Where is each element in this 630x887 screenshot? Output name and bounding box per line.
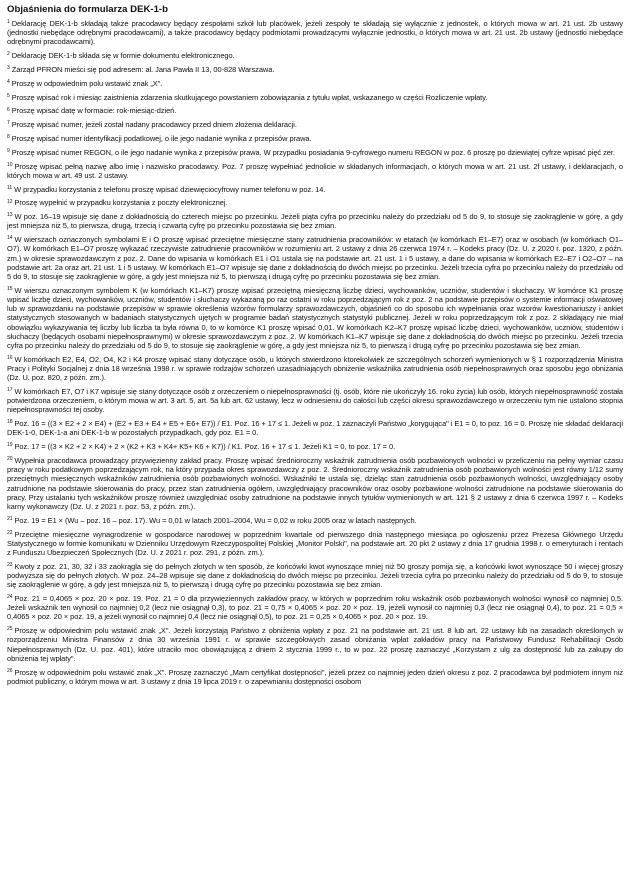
footnote-number: 13 (7, 212, 13, 219)
footnote-number: 10 (7, 161, 13, 168)
footnote-number: 22 (7, 529, 13, 536)
footnote-text: W przypadku korzystania z telefonu proszę wpisać dziewięciocyfrowy numer telefonu w poz. 14. (14, 184, 326, 194)
footnote-text: Proszę w odpowiednim polu wstawić znak „X". (11, 78, 163, 88)
footnote-19 (7, 442, 623, 451)
footnote-15 (7, 286, 623, 350)
footnote-number: 9 (7, 147, 10, 154)
footnote-text: W poz. 16–19 wpisuje się dane z dokładnością do czterech miejsc po przecinku. Jeżeli piąta cyfra po przecinku należy do przedziału od 5 do 9, to stosuje się zaokrąglenie w górę, a gdy jest mniejsza niż 5, to pierwsza, drugą, trzecią i czwartą cyfrę po przecinku pozostawia się bez zmian. (7, 212, 623, 231)
footnote-text: Proszę wpisać numer, jeżeli został nadany pracodawcy przed dniem złożenia deklaracji. (11, 120, 297, 130)
footnote-text: W komórkach E7, O7 i K7 wpisuje się stany dotyczące osób z orzeczeniem o niepełnosprawności (tj. osób, które nie ukończyły 16. roku życia) lub osób, których niepełnosprawność została potwierdzona orzeczeniem, o którym mowa w art. 3 art. 5, art. 5a lub art. 62 ustawy, lecz w odniesieniu do całości lub części okresu sprawozdawczego w orzeczeniu tym nie ustalono stopnia niepełnosprawności tej osoby. (7, 387, 623, 415)
footnote-7 (7, 120, 623, 129)
footnote-6 (7, 106, 623, 115)
footnote-21 (7, 516, 623, 525)
footnote-number: 26 (7, 667, 13, 674)
footnote-text: Poz. 17 = ((3 × K2 + 2 × K4) + 2 × (K2 + K3 + K4+ K5+ K6 + K7)) / K1. Poz. 16 + 17 ≤ 1. Jeżeli K1 = 0, to poz. 17 = 0. (14, 442, 396, 452)
footnote-3 (7, 65, 623, 74)
page-title: Objaśnienia do formularza DEK-1-b (7, 4, 168, 15)
footnote-number: 8 (7, 134, 10, 141)
footnote-number: 3 (7, 65, 10, 72)
footnote-4 (7, 79, 623, 88)
footnote-number: 19 (7, 442, 13, 449)
footnote-number: 16 (7, 355, 13, 361)
footnote-22 (7, 530, 623, 558)
footnote-24 (7, 594, 623, 622)
footnote-25 (7, 626, 623, 663)
footnote-text: Zarząd PFRON mieści się pod adresem: al. Jana Pawła II 13, 00-828 Warszawa. (11, 65, 275, 74)
footnote-text: W wierszach oznaczonych symbolami E i O proszę wpisać przeciętne miesięczne stany zatrudnienia pracowników: w etatach (w komórkach E1–E7) oraz w osobach (w komórkach O1–O7). W komórkach E1–O7 proszę wykazać rzeczywiste zatrudnienie pracowników w rozumieniu art. 2 ustawy z dnia 26 czerwca 1974 r. – Kodeks pracy (Dz. U. z 2020 r. poz. 1320, z późn. zm.) w okresie sprawozdawczym z poz. 2. Dane do wpisania w komórkach E1 i O1 ustala się na podstawie art. 21 ust. 1 i 5 ustawy, a dane do wpisania w komórkach E2–E7 i O2–O7 – na podstawie art. 2a oraz art. 21 ust. 1 i 5 ustawy. W komórkach E1–O7 wpisuje się dane z dokładnością do dwóch miejsc po przecinku. Jeżeli trzecia cyfra po przecinku należy do przedziału od 5 do 9, to stosuje się zaokrąglenie w górę, a gdy jest mniejsza niż 5, to pierwszą i drugą cyfrę po przecinku pozostawia się bez zmian. (7, 235, 623, 281)
footnote-2 (7, 51, 623, 60)
footnote-text: Proszę wpisać numer REGON, o ile jego nadanie wynika z przepisów prawa. W przypadku posiadania 9-cyfrowego numeru REGON w poz. 6 proszę po dziewiątej cyfrze wpisać pięć zer. (11, 147, 615, 157)
footnote-number: 7 (7, 120, 10, 127)
footnote-12 (7, 198, 623, 207)
footnote-number: 24 (7, 594, 13, 601)
footnote-text: Deklarację DEK-1-b składa się w formie dokumentu elektronicznego. (11, 51, 235, 61)
footnote-20 (7, 456, 623, 511)
footnote-text: Wypełnia pracodawca prowadzący przywięzienny zakład pracy. Proszę wpisać średnioroczny wskaźnik zatrudnienia osób pozbawionych wolności w przeliczeniu na pełny wymiar czasu pracy w roku podatkowym poprzedzającym rok, na który przypada okres sprawozdawczy z poz. 2. Średnioroczny wskaźnik zatrudnienia osób pozbawionych wolności jest równy 1/12 sumy przeciętnych miesięcznych wskaźników zatrudnienia osób pozbawionych wolności. Wskaźniki te ustala się, dzieląc stan zatrudnienia osób pozbawionych wolności, uwzględniający osoby zatrudnione na podstawie skierowania do pracy, przez stan zatrudnienia ogółem, uwzględniający pracowników oraz osoby pozbawione wolności zatrudnione na podstawie skierowania do pracy. Przy ustalaniu tych wskaźników proszę również uwzględniać osoby zatrudnione na podstawie innych tytułów wymienionych w art. 121 § 2 ustawy z dnia 6 czerwca 1997 r. – Kodeks karny wykonawczy (Dz. U. z 2021 r. poz. 53, z późn. zm.). (7, 456, 623, 512)
footnote-text: Proszę wpisać datę w formacie: rok-miesiąc-dzień. (11, 106, 177, 116)
footnote-text: Proszę wypełnić w przypadku korzystania z poczty elektronicznej. (14, 198, 228, 208)
footnote-number: 5 (7, 92, 10, 99)
footnote-1 (7, 19, 623, 47)
footnote-text: Kwoty z poz. 21, 30, 32 i 33 zaokrągla się do pełnych złotych w ten sposób, że końcówki kwot wynoszące mniej niż 50 groszy pomija się, a końcówki kwot wynoszące 50 i więcej groszy podwyższa się do pełnych złotych. W poz. 24–28 wpisuje się dane z dokładnością do dwóch miejsc po przecinku. Jeżeli trzecia cyfra po przecinku należy do przedziału od 5 do 9, to stosuje się zaokrąglenie w górę, a gdy jest mniejsza niż 5, to pierwszą i drugą cyfrę po przecinku pozostawia się bez zmian. (7, 561, 623, 590)
footnote-number: 11 (7, 184, 13, 191)
footnote-text: W komórkach E2, E4, O2, O4, K2 i K4 proszę wpisać stany dotyczące osób, u których stwierdzono ktorekolwiek ze szczególnych schorzeń wymienionych w § 1 rozporządzenia Ministra Pracy i Polityki Socjalnej z dnia 18 września 1998 r. w sprawie rodzajów schorzeń uzasadniających obniżenie wskaźnika zatrudnienia osób niepełnosprawnych oraz sposobu jego obniżania (Dz. U. poz. 820, z późn. zm.). (7, 354, 623, 383)
footnote-text: Poz. 16 = ((3 × E2 + 2 × E4) + (E2 + E3 + E4 + E5 + E6+ E7)) / E1. Poz. 16 + 17 ≤ 1. Jeżeli w poz. 1 zaznaczyli Państwo „korygująca" i E1 = 0, to poz. 16 = 0. Proszę nie składać deklaracji DEK-1-0, DEK-1-a ani DEK-1-b w pozostałych przypadkach, gdy poz. E1 = 0. (7, 419, 623, 438)
footnote-number: 17 (7, 387, 13, 394)
footnote-number: 15 (7, 285, 13, 292)
footnote-text: Proszę wpisać pełną nazwę albo imię i nazwisko pracodawcy. Poz. 7 proszę wypełniać jednolicie w składanych informacjach, o których mowa w art. 21 ust. 2f ustawy, i deklaracjach, o których mowa w art. 49 ust. 2 ustawy. (7, 161, 623, 180)
footnote-text: Przeciętne miesięczne wynagrodzenie w gospodarce narodowej w poprzednim kwartale od pierwszego dnia następnego miesiąca po ogłoszeniu przez Prezesa Głównego Urzędu Statystycznego w formie komunikatu w Dzienniku Urzędowym Rzeczypospolitej Polskiej „Monitor Polski", na podstawie art. 20 pkt 2 ustawy z dnia 17 grudnia 1998 r. o emeryturach i rentach z Funduszu Ubezpieczeń Społecznych (Dz. U. z 2021 r. poz. 291, z późn. zm.). (7, 529, 623, 558)
footnote-number: 1 (7, 19, 10, 26)
footnote-13 (7, 212, 623, 230)
footnote-number: 20 (7, 456, 13, 463)
footnote-text: Poz. 19 = E1 × (Wu – poz. 16 – poz. 17). Wu = 0,01 w latach 2001–2004, Wu = 0,02 w roku 2005 oraz w latach następnych. (14, 515, 417, 525)
footnote-number: 14 (7, 235, 13, 242)
footnote-number: 12 (7, 198, 13, 205)
footnote-text: Deklarację DEK-1-b składają także pracodawcy będący zespołami szkół lub placówek, jeżeli zespoły te składają się wyłącznie z jednostek, o których mowa w art. 21 ust. 2b ustawy (jednostki niebędące odrębnymi pracodawcami), a także pracodawcy będący podmiotami prowadzącymi wyłącznie jednostki, o których mowa w art. 21 ust. 2b ustawy (jednostki niebędące odrębnymi pracodawcami). (7, 19, 623, 47)
footnote-23 (7, 562, 623, 590)
footnote-text: Poz. 21 = 0,4065 × poz. 20 × poz. 19. Poz. 21 = 0 dla przywięziennych zakładów pracy, w których w poprzednim roku wskaźnik osób pozbawionych wolności wynosił co najmniej 0,5. Jeżeli wskaźnik ten wynosił co najmniej 0,2 (lecz nie osiągnął 0,3), to poz. 21 = 0,75 × 0,4065 × poz. 20 × poz. 19, jeżeli wynosił co najmniej 0,3 (lecz nie osiągnął 0,4), to poz. 21 = 0,5 × 0,4065 × poz. 20 × poz. 19, a jeżeli wynosił co najmniej 0,4 (lecz nie osiągnął 0,5), to poz. 21 = 0,25 × 0,4065 × poz. 20 × poz. 19. (7, 594, 623, 622)
footnote-10 (7, 162, 623, 180)
footnote-16 (7, 355, 623, 383)
footnote-text: Proszę wpisać rok i miesiąc zaistnienia zdarzenia skutkującego powstaniem zobowiązania z tytułu wpłat, wskazanego w części Rozliczenie wpłaty. (11, 92, 488, 102)
footnote-8 (7, 134, 623, 143)
footnote-text: Proszę w odpowiednim polu wstawić znak „X". Proszę zaznaczyć „Mam certyfikat dostępności", jeżeli przez co najmniej jeden dzień okresu z poz. 2 pracodawca był podmiotem innym niż podmiot publiczny, o którym mowa w art. 3 ustawy z dnia 19 lipca 2019 r. o zapewnianiu dostępności osobom (7, 667, 623, 686)
footnotes-list (7, 19, 623, 686)
footnote-14 (7, 235, 623, 281)
footnote-17 (7, 387, 623, 415)
footnote-text: Proszę wpisać numer identyfikacji podatkowej, o ile jego nadanie wynika z przepisów prawa. (11, 133, 312, 143)
footnote-5 (7, 93, 623, 102)
footnote-number: 2 (7, 51, 10, 58)
footnote-number: 21 (7, 516, 13, 523)
footnote-number: 6 (7, 106, 10, 113)
footnote-text: W wierszu oznaczonym symbolem K (w komórkach K1–K7) proszę wpisać przeciętną miesięczną liczbę dzieci, wychowanków, uczniów, studentów i słuchaczy. W komórce K1 proszę wpisać liczbę dzieci, wychowanków, uczniów, studentów i słuchaczy wykazaną po raz ostatni w roku poprzedzającym rok z poz. 2 na podstawie przepisów o systemie informacji oświatowej lub w sprawozdaniu na podstawie przepisów w sprawie określenia wzorów formularzy sprawozdawczych, objaśnień co do sposobu ich wypełniania oraz wzorów kwestionariuszy i ankiet statystycznych stosowanych w badaniach statystycznych ujętych w programie badań statystycznych statystyki publicznej. Jeżeli w roku poprzedzającym rok z poz. 2 składający nie miał obowiązku wykazywania tej liczby lub liczba ta była równa 0, to w komórce K1 proszę wpisać 0,01. W komórkach K2–K7 proszę wpisać liczbę dzieci, wychowanków, uczniów, studentów i słuchaczy (będących osobami niepełnosprawnymi) w okresie sprawozdawczym z poz. 2. W komórkach K1–K7 wpisuje się dane z dokładnością do dwóch miejsc po przecinku. Jeżeli trzecia cyfra po przecinku należy do przedziału od 5 do 9, to stosuje się zaokrąglenie w górę, a gdy jest mniejsza niż 5, to pierwszą i drugą cyfrę po przecinku pozostawia się bez zmian. (7, 285, 623, 350)
footnote-text: Proszę w odpowiednim polu wstawić znak „X". Jeżeli korzystają Państwo z obniżenia wpłaty z poz. 21 na podstawie art. 21 ust. 8 lub art. 22 ustawy lub na zasadach określonych w rozporządzeniu Ministra Finansów z dnia 30 września 1991 r. w sprawie szczegółowych zasad obniżania wpłat zakładów pracy na Państwowy Fundusz Rehabilitacji Osób Niepełnosprawnych (Dz. U. poz. 401), które utraciło moc obowiązującą z dniem 2 stycznia 1999 r., to w poz. 22 proszę zaznaczyć „Korzystam z ulg za dostępność lub za zakupy do obniżenia tej wpłaty". (7, 626, 623, 663)
footnote-number: 25 (7, 626, 13, 633)
footnote-number: 23 (7, 562, 13, 569)
footnote-number: 4 (7, 79, 10, 85)
footnote-18 (7, 419, 623, 437)
footnote-26 (7, 668, 623, 686)
footnote-11 (7, 185, 623, 194)
footnote-number: 18 (7, 419, 13, 426)
footnote-9 (7, 148, 623, 157)
